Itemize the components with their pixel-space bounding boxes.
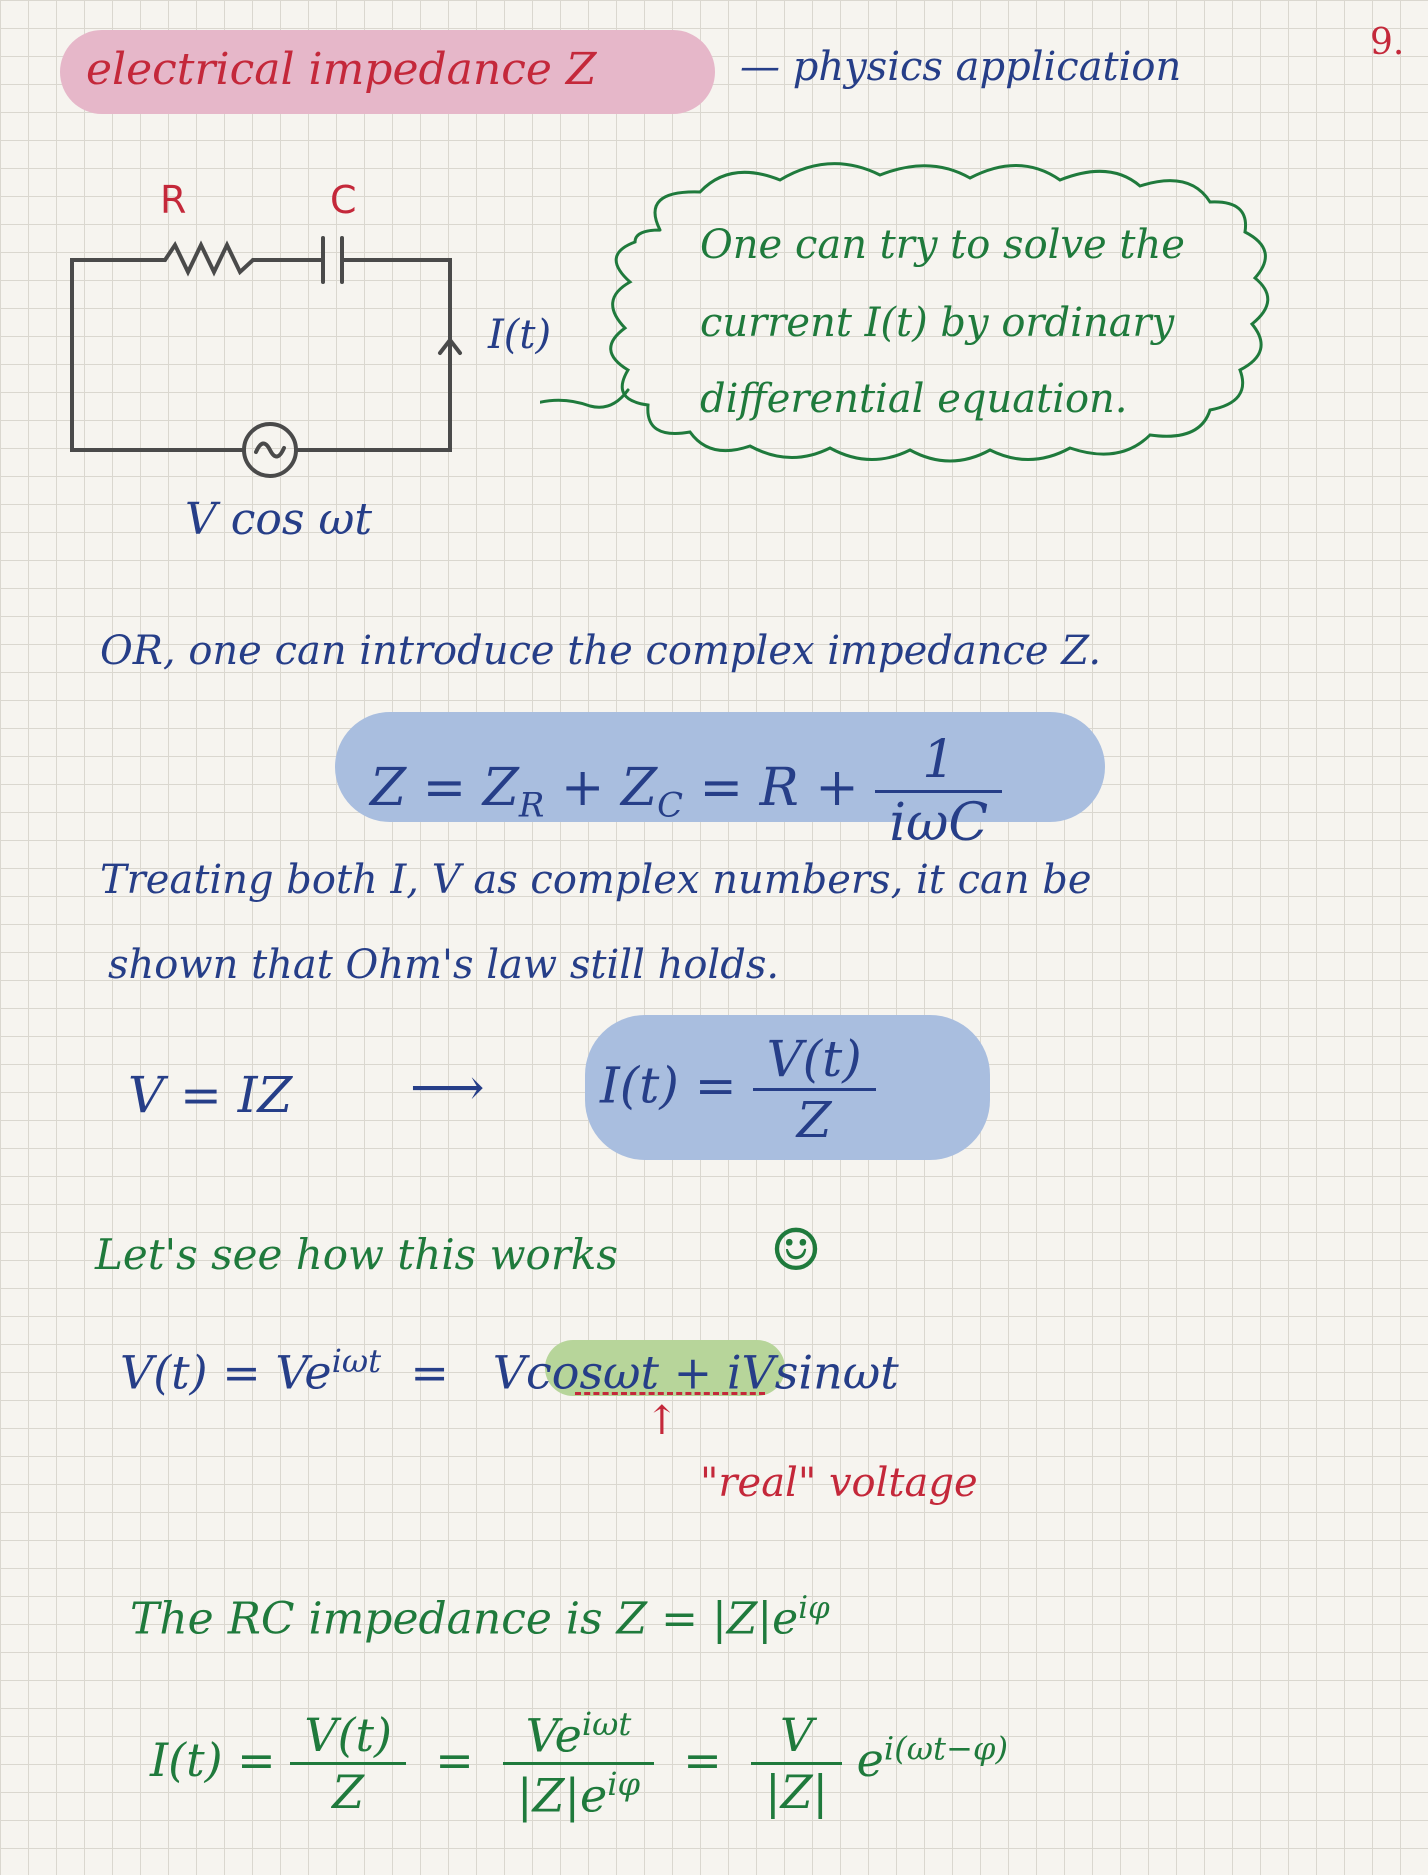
treating-sentence: Treating both I, V as complex numbers, it can be xyxy=(100,857,1092,903)
impedance-fraction: $\frac{1}{\text{iωC}}$ xyxy=(875,730,1002,853)
page-subtitle: — physics application xyxy=(740,44,1182,90)
intro-sentence: OR, one can introduce the complex impedance Z. xyxy=(100,628,1102,674)
source-label: V cos ωt xyxy=(185,494,373,545)
circuit-wire-left xyxy=(72,260,243,450)
rc-impedance-line: The RC impedance is $Z = |Z|e^{i\varphi}$ xyxy=(130,1590,830,1645)
page-title: electrical impedance Z xyxy=(86,44,597,95)
real-voltage-label: "real" voltage xyxy=(700,1460,978,1506)
final-current-equation: I(t) = $\frac{V(t)}{Z}$ = $\frac{Ve^{i\omega t}}{|Z|e^{i\varphi}}$ = $\frac{V}{|Z|}$ $e^{i(\omega t-\varphi)}$ xyxy=(150,1705,1009,1823)
cloud-line-2: current I(t) by ordinary xyxy=(700,300,1175,346)
final-fraction-2: $\frac{Ve^{i\omega t}}{|Z|e^{i\varphi}}$ xyxy=(503,1705,654,1823)
current-label: I(t) xyxy=(488,312,552,358)
ohms-law-equation: V = IZ xyxy=(128,1066,293,1124)
rc-circuit-diagram xyxy=(60,230,480,480)
voltage-equation: $V(t) = Ve^{i\omega t}$ = Vcosωt + iVsinωt xyxy=(120,1342,899,1400)
final-fraction-1: $\frac{V(t)}{Z}$ xyxy=(290,1708,406,1819)
resistor-label: R xyxy=(160,178,187,222)
up-arrow-icon: ↑ xyxy=(645,1398,679,1444)
final-fraction-3: $\frac{V}{|Z|}$ xyxy=(751,1708,842,1819)
resistor-zigzag xyxy=(165,245,253,272)
current-fraction: $\frac{V(t)}{Z}$ xyxy=(753,1030,876,1149)
cloud-line-1: One can try to solve the xyxy=(700,222,1185,268)
ohms-law-sentence: shown that Ohm's law still holds. xyxy=(108,942,780,988)
impedance-equation: $Z = Z_R + Z_C = R$ + $\frac{1}{\text{iωC}}$ xyxy=(370,730,1002,853)
ac-wave-icon xyxy=(256,443,284,456)
cartoon-face-icon: ☺ xyxy=(770,1216,822,1284)
page-number: 9. xyxy=(1370,22,1405,63)
cloud-line-3: differential equation. xyxy=(700,376,1128,422)
right-arrow-icon: ⟶ xyxy=(410,1058,485,1118)
current-equation: I(t) = $\frac{V(t)}{Z}$ xyxy=(600,1030,876,1149)
capacitor-label: C xyxy=(330,178,357,222)
lets-see-heading: Let's see how this works xyxy=(95,1230,618,1279)
circuit-wire-right xyxy=(297,260,450,450)
real-part-underline xyxy=(575,1392,765,1395)
